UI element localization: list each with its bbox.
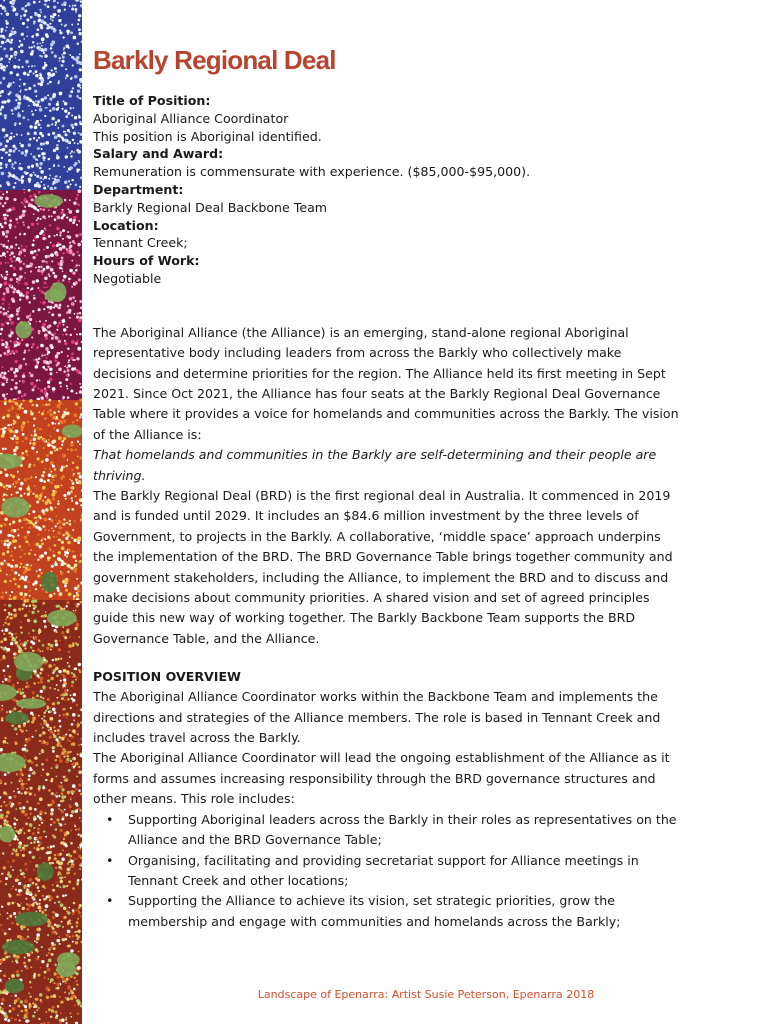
brd-paragraph: The Barkly Regional Deal (BRD) is the first regional deal in Australia. It commenced in 2019 and is funded until 2029. It includes an $84.6 million investment by the three levels of Government, to projects in the Barkly. A collaborative, ‘middle space’ approach underpins the implementation of the BRD. The BRD Governance Table brings together community and government stakeholders, including the Alliance, to implement the BRD and to discuss and make decisions about community priorities. A shared vision and set of agreed principles guide this new way of working together. The Barkly Backbone Team supports the BRD Governance Table, and the Alliance. <box>93 488 673 646</box>
field-value-location: Tennant Creek; <box>93 235 188 251</box>
overview-paragraph-1: The Aboriginal Alliance Coordinator works within the Backbone Team and implements the directions and strategies of the Alliance members. The role is based in Tennant Creek and includes travel across the Barkly. <box>93 689 661 746</box>
field-label-salary: Salary and Award: <box>93 146 224 162</box>
field-label-location: Location: <box>93 217 159 233</box>
field-value-department: Barkly Regional Deal Backbone Team <box>93 199 328 215</box>
role-list <box>93 810 683 932</box>
vision-statement: That homelands and communities in the Barkly are self-determining and their people are thriving. <box>93 447 657 483</box>
artwork-strip <box>0 0 82 1024</box>
intro-paragraph: The Aboriginal Alliance (the Alliance) is an emerging, stand-alone regional Aboriginal representative body including leaders from across the Barkly who collectively make decisions and determine priorities for the region. The Alliance held its first meeting in Sept 2021. Since Oct 2021, the Alliance has four seats at the Barkly Regional Deal Governance Table where it provides a voice for homelands and communities across the Barkly. The vision of the Alliance is: <box>93 324 679 442</box>
overview-paragraph-2: The Aboriginal Alliance Coordinator will lead the ongoing establishment of the Alliance as it forms and assumes increasing responsibility through the BRD governance structures and other means. This role includes: <box>93 750 670 807</box>
list-item: • Organising, facilitating and providing secretariat support for Alliance meetings in Tennant Creek and other locations; <box>128 851 683 892</box>
artwork-caption: Landscape of Epenarra: Artist Susie Peterson, Epenarra 2018 <box>257 988 595 1001</box>
dot-painting-artwork <box>0 0 82 1024</box>
field-label-department: Department: <box>93 181 184 197</box>
list-item: • Supporting the Alliance to achieve its vision, set strategic priorities, grow the membership and engage with communities and homelands across the Barkly; <box>128 891 683 932</box>
position-overview-heading: POSITION OVERVIEW <box>93 669 241 685</box>
document-body <box>93 44 683 932</box>
field-value-identified: This position is Aboriginal identified. <box>93 128 322 144</box>
field-label-hours: Hours of Work: <box>93 253 200 269</box>
field-label-title: Title of Position: <box>93 93 211 108</box>
field-value-salary: Remuneration is commensurate with experience. ($85,000-$95,000). <box>93 164 531 180</box>
position-details <box>93 92 683 288</box>
field-value-hours: Negotiable <box>93 270 162 286</box>
page-title: Barkly Regional Deal <box>93 45 336 75</box>
field-value-title: Aboriginal Alliance Coordinator <box>93 110 289 126</box>
list-item: • Supporting Aboriginal leaders across the Barkly in their roles as representatives on the Alliance and the BRD Governance Table; <box>128 810 683 851</box>
